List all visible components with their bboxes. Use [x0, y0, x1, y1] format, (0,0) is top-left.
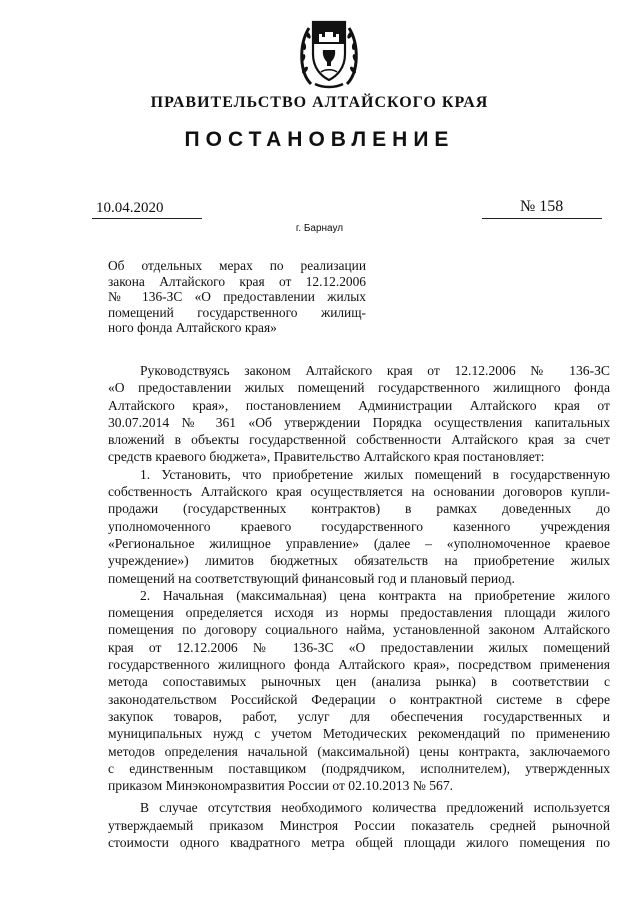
body-line: учреждение») лимитов бюджетных обязательств на приобретение жилых [108, 553, 610, 569]
document-type: ПОСТАНОВЛЕНИЕ [184, 128, 455, 151]
date-underline [92, 218, 202, 219]
body-line: муниципальных нужд с учетом Методических рекомендаций по применению [108, 726, 610, 742]
subject-line: ного фонда Алтайского края» [108, 320, 277, 335]
body-line: края от 12.12.2006 № 136-ЗС «О предоставлении жилых помещений [108, 639, 610, 655]
subject-line: Об отдельных мерах по реализации [108, 258, 366, 273]
body-line: 2. Начальная (максимальная) цена контракта на приобретение жилого [140, 587, 610, 603]
body-line: метода сопоставимых рыночных цен (анализа рынка) в соответствии с [108, 674, 610, 690]
body-line: вложений в объекты государственной собственности Алтайского края за счет [108, 432, 610, 448]
body-line: государственного жилищного фонда Алтайского края», посредством применения [108, 657, 610, 673]
document-number: № 158 [520, 198, 564, 215]
body-line: помещения по договору социального найма, установленной законом Алтайского [108, 622, 610, 638]
authority-title: ПРАВИТЕЛЬСТВО АЛТАЙСКОГО КРАЯ [150, 94, 489, 111]
body-line: с единственным поставщиком (подрядчиком, исполнителем), утвержденных [108, 760, 610, 776]
document-body [108, 362, 610, 851]
body-line: собственность Алтайского края осуществляется на основании договоров купли- [108, 484, 610, 500]
body-line: «О предоставлении жилых помещений государственного жилищного фонда [108, 380, 610, 396]
number-underline [482, 218, 602, 219]
document-city: г. Барнаул [295, 223, 344, 234]
body-line: стоимости одного квадратного метра общей площади жилого помещения по [108, 835, 610, 851]
altai-krai-coat-of-arms-icon [297, 14, 361, 90]
document-date: 10.04.2020 [96, 200, 164, 216]
body-line: приказом Минэкономразвития России от 02.10.2013 № 567. [108, 778, 454, 794]
body-line: «Региональное жилищное управление» (далее – «уполномоченное краевое [108, 535, 610, 551]
body-line: уполномоченного краевого государственного казенного учреждения [108, 518, 610, 534]
body-line: средств краевого бюджета», Правительство Алтайского края постановляет: [108, 449, 545, 465]
body-line: Руководствуясь законом Алтайского края от 12.12.2006 № 136-ЗС [140, 363, 610, 378]
body-line: Алтайского края», постановлением Администрации Алтайского края от [108, 397, 610, 413]
body-line: помещения определяется исходя из нормы предоставления площади жилого [108, 605, 610, 621]
subject-line: закона Алтайского края от 12.12.2006 [108, 273, 366, 289]
subject-line: помещений государственного жилищ- [108, 304, 366, 320]
document-subject [108, 258, 366, 336]
body-line: законодательством Российской Федерации о контрактной системе в сфере [108, 691, 610, 707]
body-line: закупок товаров, работ, услуг для обеспечения государственных и [108, 708, 610, 724]
body-line: 1. Установить, что приобретение жилых помещений в государственную [140, 466, 610, 482]
body-line: методов определения начальной (максимальной) цены контракта, заключаемого [108, 743, 610, 759]
subject-line: № 136-ЗС «О предоставлении жилых [108, 289, 366, 304]
body-line: утверждаемый приказом Минстроя России показатель средней рыночной [108, 817, 610, 833]
body-line: В случае отсутствия необходимого количества предложений используется [140, 800, 610, 816]
body-line: 30.07.2014 № 361 «Об утверждении Порядка осуществления капитальных [108, 414, 610, 430]
body-line: помещений на соответствующий финансовый год и плановый период. [108, 570, 515, 586]
body-line: продажи (государственных контрактов) в рамках доведенных до [108, 501, 610, 517]
